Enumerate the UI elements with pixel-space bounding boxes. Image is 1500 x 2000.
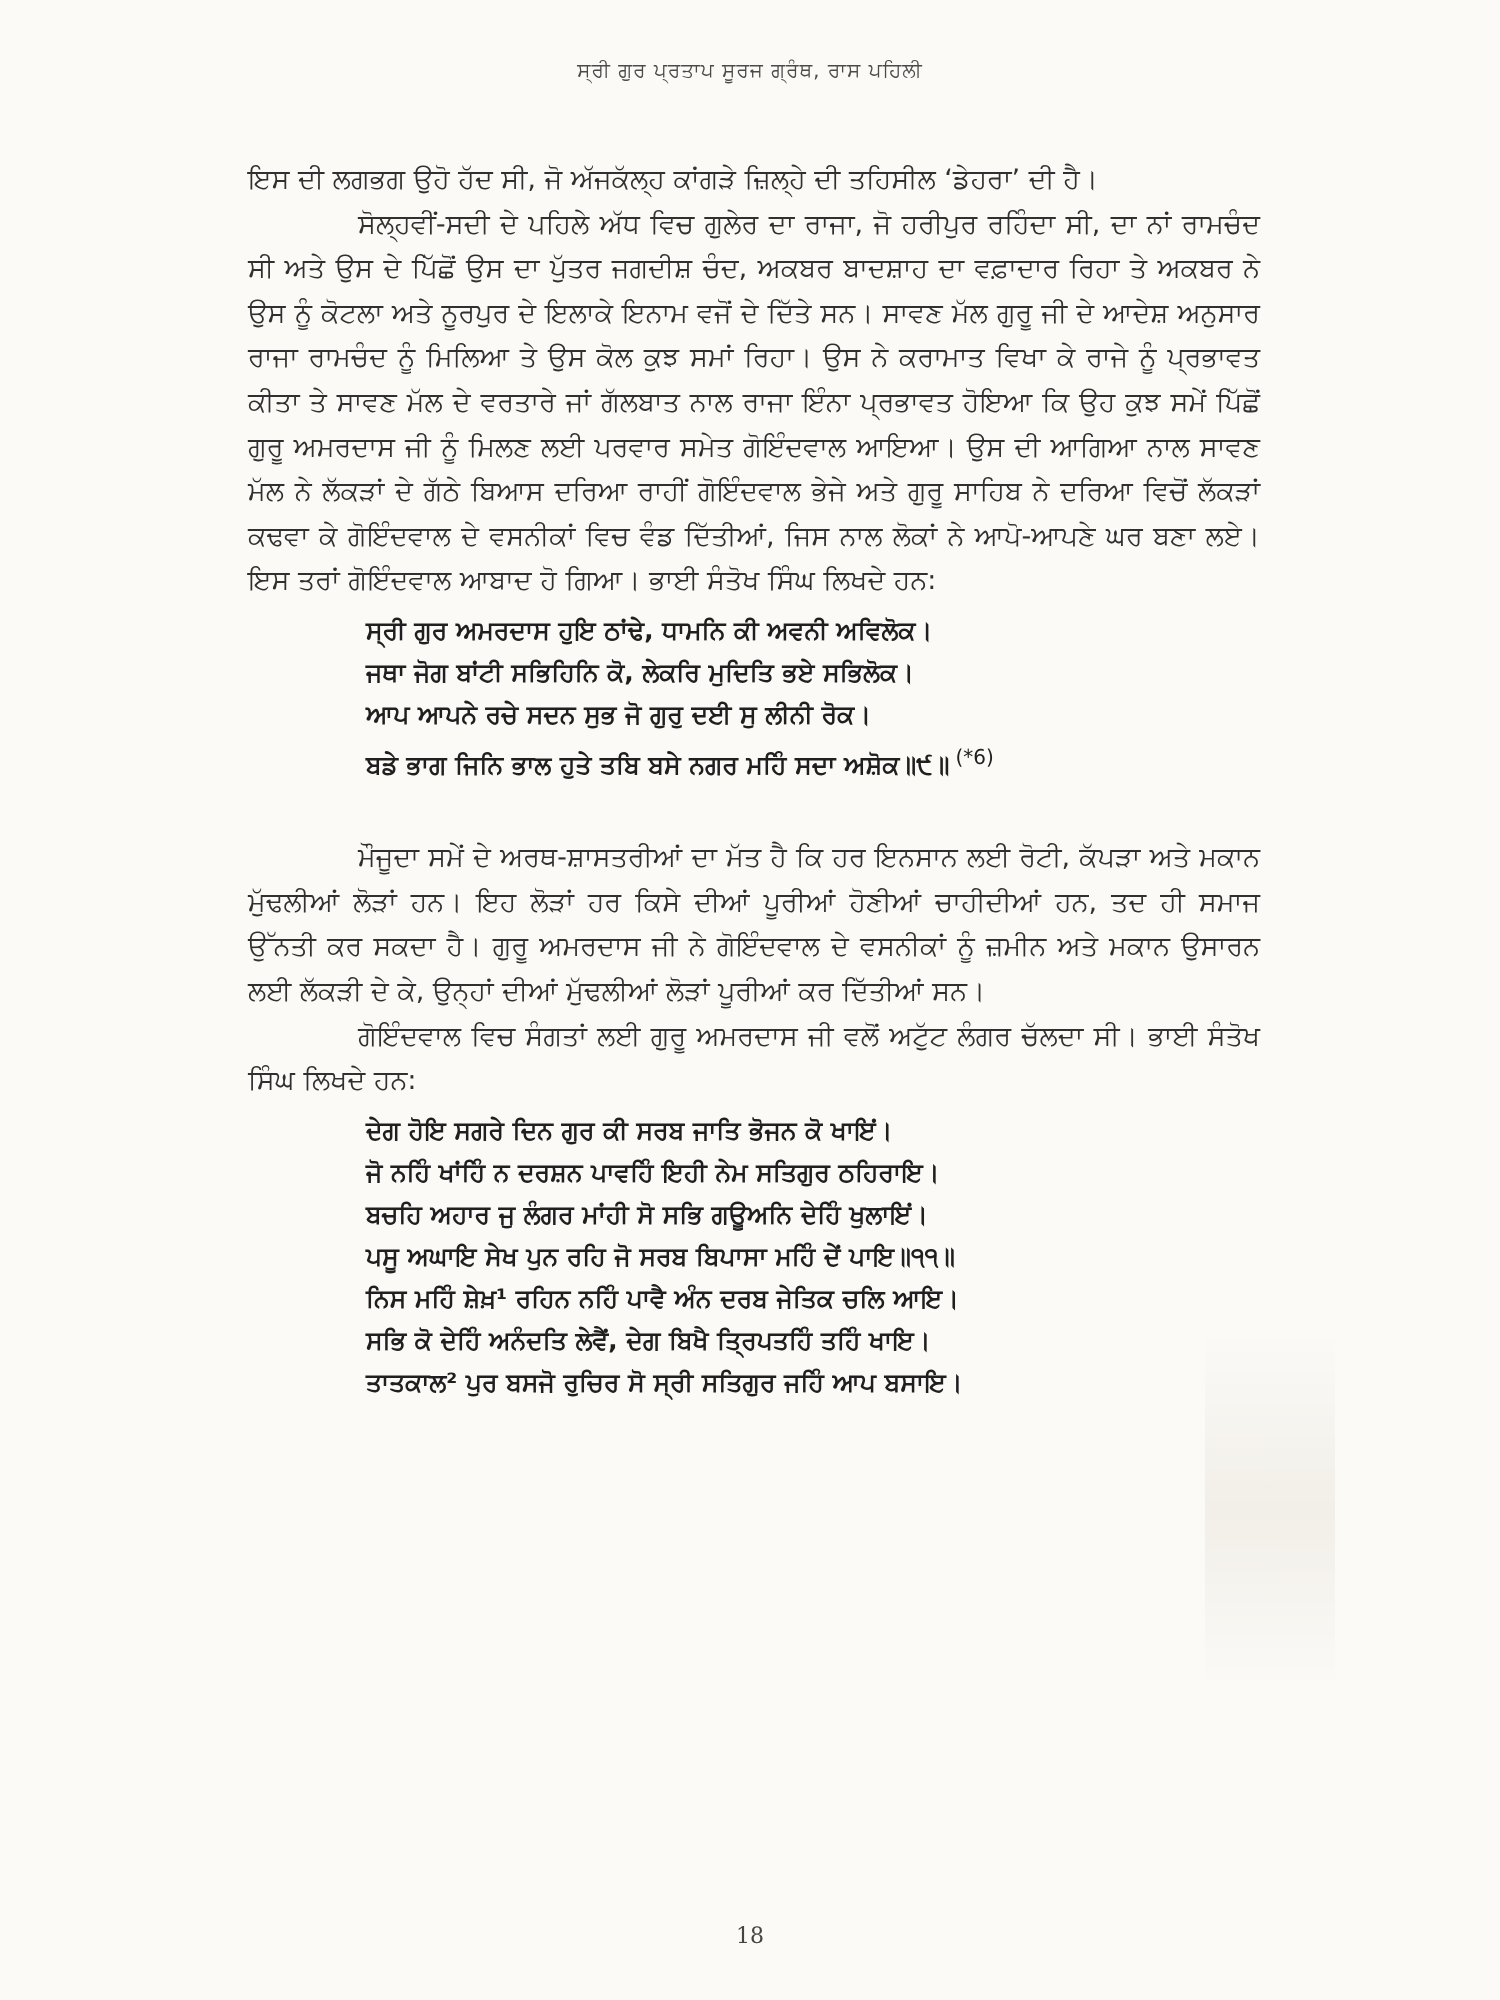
bleed-through-shadow	[1205, 1330, 1335, 1690]
verse-line: ਬਚਹਿ ਅਹਾਰ ਜੁ ਲੰਗਰ ਮਾਂਹੀ ਸੋ ਸਭਿ ਗਊਅਨਿ ਦੇਹਿੰ ਖੁਲਾਇਂ।	[366, 1199, 928, 1229]
verse-block-1	[366, 610, 1260, 786]
paragraph-needs: ਮੌਜੂਦਾ ਸਮੇਂ ਦੇ ਅਰਥ-ਸ਼ਾਸਤਰੀਆਂ ਦਾ ਮੱਤ ਹੈ ਕਿ ਹਰ ਇਨਸਾਨ ਲਈ ਰੋਟੀ, ਕੱਪੜਾ ਅਤੇ ਮਕਾਨ ਮੁੱਢਲੀਆਂ ਲੋੜਾਂ ਹਨ। ਇਹ ਲੋੜਾਂ ਹਰ ਕਿਸੇ ਦੀਆਂ ਪੂਰੀਆਂ ਹੋਣੀਆਂ ਚਾਹੀਦੀਆਂ ਹਨ, ਤਦ ਹੀ ਸਮਾਜ ਉੱਨਤੀ ਕਰ ਸਕਦਾ ਹੈ। ਗੁਰੂ ਅਮਰਦਾਸ ਜੀ ਨੇ ਗੋਇੰਦਵਾਲ ਦੇ ਵਸਨੀਕਾਂ ਨੂੰ ਜ਼ਮੀਨ ਅਤੇ ਮਕਾਨ ਉਸਾਰਨ ਲਈ ਲੱਕੜੀ ਦੇ ਕੇ, ਉਨ੍ਹਾਂ ਦੀਆਂ ਮੁੱਢਲੀਆਂ ਲੋੜਾਂ ਪੂਰੀਆਂ ਕਰ ਦਿੱਤੀਆਂ ਸਨ।	[248, 842, 1260, 1008]
verse-line: ਆਪ ਆਪਨੇ ਰਚੇ ਸਦਨ ਸੁਭ ਜੋ ਗੁਰੁ ਦਈ ਸੁ ਲੀਨੀ ਰੋਕ।	[366, 699, 872, 729]
paragraph-langar: ਗੋਇੰਦਵਾਲ ਵਿਚ ਸੰਗਤਾਂ ਲਈ ਗੁਰੂ ਅਮਰਦਾਸ ਜੀ ਵਲੋਂ ਅਟੁੱਟ ਲੰਗਰ ਚੱਲਦਾ ਸੀ। ਭਾਈ ਸੰਤੋਖ ਸਿੰਘ ਲਿਖਦੇ ਹਨ:	[248, 1020, 1260, 1097]
page-number: 18	[736, 1924, 764, 1949]
paragraph-continuation: ਇਸ ਦੀ ਲਗਭਗ ਉਹੋ ਹੱਦ ਸੀ, ਜੋ ਅੱਜਕੱਲ੍ਹ ਕਾਂਗੜੇ ਜ਼ਿਲ੍ਹੇ ਦੀ ਤਹਿਸੀਲ ‘ਡੇਹਰਾ’ ਦੀ ਹੈ।	[248, 164, 1099, 195]
verse-line: ਨਿਸ ਮਹਿੰ ਸ਼ੇਖ਼¹ ਰਹਿਨ ਨਹਿੰ ਪਾਵੈ ਅੰਨ ਦਰਬ ਜੇਤਿਕ ਚਲਿ ਆਇ।	[366, 1283, 959, 1313]
footnote-reference: (*6)	[955, 744, 994, 769]
verse-line-last	[366, 736, 1260, 786]
verse-line: ਪਸੂ ਅਘਾਇ ਸੇਖ ਪੁਨ ਰਹਿ ਜੋ ਸਰਬ ਬਿਪਾਸਾ ਮਹਿੰ ਦੇਂ ਪਾਇ॥੧੧॥	[366, 1241, 955, 1271]
verse-line: ਤਾਤਕਾਲ² ਪੁਰ ਬਸਜੋ ਰੁਚਿਰ ਸੋ ਸ੍ਰੀ ਸਤਿਗੁਰ ਜਹਿੰ ਆਪ ਬਸਾਇ।	[366, 1367, 963, 1397]
verse-line-text: ਬਡੇ ਭਾਗ ਜਿਨਿ ਭਾਲ ਹੁਤੇ ਤਬਿ ਬਸੇ ਨਗਰ ਮਹਿੰ ਸਦਾ ਅਸ਼ੋਕ॥੯॥	[366, 750, 950, 780]
verse-line: ਸ੍ਰੀ ਗੁਰ ਅਮਰਦਾਸ ਹੁਇ ਠਾਂਢੇ, ਧਾਮਨਿ ਕੀ ਅਵਨੀ ਅਵਿਲੋਕ।	[366, 615, 933, 645]
running-header: ਸ੍ਰੀ ਗੁਰ ਪ੍ਰਤਾਪ ਸੂਰਜ ਗ੍ਰੰਥ, ਰਾਸ ਪਹਿਲੀ	[577, 58, 923, 82]
verse-line: ਜਥਾ ਜੋਗ ਬਾਂਟੀ ਸਭਿਹਿਨਿ ਕੋ, ਲੇਕਰਿ ਮੁਦਿਤਿ ਭਏ ਸਭਿਲੋਕ।	[366, 657, 914, 687]
verse-line: ਸਭਿ ਕੋ ਦੇਹਿੰ ਅਨੰਦਤਿ ਲੇਵੈਂ, ਦੇਗ ਬਿਖੈ ਤ੍ਰਿਪਤਹਿੰ ਤਹਿੰ ਖਾਇ।	[366, 1325, 931, 1355]
verse-line: ਜੋ ਨਹਿੰ ਖਾਂਹਿੰ ਨ ਦਰਸ਼ਨ ਪਾਵਹਿੰ ਇਹੀ ਨੇਮ ਸਤਿਗੁਰ ਠਹਿਰਾਇ।	[366, 1157, 940, 1187]
paragraph-history: ਸੋਲ੍ਹਵੀਂ-ਸਦੀ ਦੇ ਪਹਿਲੇ ਅੱਧ ਵਿਚ ਗੁਲੇਰ ਦਾ ਰਾਜਾ, ਜੋ ਹਰੀਪੁਰ ਰਹਿੰਦਾ ਸੀ, ਦਾ ਨਾਂ ਰਾਮਚੰਦ ਸੀ ਅਤੇ ਉਸ ਦੇ ਪਿੱਛੋਂ ਉਸ ਦਾ ਪੁੱਤਰ ਜਗਦੀਸ਼ ਚੰਦ, ਅਕਬਰ ਬਾਦਸ਼ਾਹ ਦਾ ਵਫ਼ਾਦਾਰ ਰਿਹਾ ਤੇ ਅਕਬਰ ਨੇ ਉਸ ਨੂੰ ਕੋਟਲਾ ਅਤੇ ਨੂਰਪੁਰ ਦੇ ਇਲਾਕੇ ਇਨਾਮ ਵਜੋਂ ਦੇ ਦਿੱਤੇ ਸਨ। ਸਾਵਣ ਮੱਲ ਗੁਰੂ ਜੀ ਦੇ ਆਦੇਸ਼ ਅਨੁਸਾਰ ਰਾਜਾ ਰਾਮਚੰਦ ਨੂੰ ਮਿਲਿਆ ਤੇ ਉਸ ਕੋਲ ਕੁਝ ਸਮਾਂ ਰਿਹਾ। ਉਸ ਨੇ ਕਰਾਮਾਤ ਵਿਖਾ ਕੇ ਰਾਜੇ ਨੂੰ ਪ੍ਰਭਾਵਤ ਕੀਤਾ ਤੇ ਸਾਵਣ ਮੱਲ ਦੇ ਵਰਤਾਰੇ ਜਾਂ ਗੱਲਬਾਤ ਨਾਲ ਰਾਜਾ ਇੰਨਾ ਪ੍ਰਭਾਵਤ ਹੋਇਆ ਕਿ ਉਹ ਕੁਝ ਸਮੇਂ ਪਿੱਛੋਂ ਗੁਰੂ ਅਮਰਦਾਸ ਜੀ ਨੂੰ ਮਿਲਣ ਲਈ ਪਰਵਾਰ ਸਮੇਤ ਗੋਇੰਦਵਾਲ ਆਇਆ। ਉਸ ਦੀ ਆਗਿਆ ਨਾਲ ਸਾਵਣ ਮੱਲ ਨੇ ਲੱਕੜਾਂ ਦੇ ਗੱਠੇ ਬਿਆਸ ਦਰਿਆ ਰਾਹੀਂ ਗੋਇੰਦਵਾਲ ਭੇਜੇ ਅਤੇ ਗੁਰੂ ਸਾਹਿਬ ਨੇ ਦਰਿਆ ਵਿਚੋਂ ਲੱਕੜਾਂ ਕਢਵਾ ਕੇ ਗੋਇੰਦਵਾਲ ਦੇ ਵਸਨੀਕਾਂ ਵਿਚ ਵੰਡ ਦਿੱਤੀਆਂ, ਜਿਸ ਨਾਲ ਲੋਕਾਂ ਨੇ ਆਪੋ-ਆਪਣੇ ਘਰ ਬਣਾ ਲਏ। ਇਸ ਤਰਾਂ ਗੋਇੰਦਵਾਲ ਆਬਾਦ ਹੋ ਗਿਆ। ਭਾਈ ਸੰਤੋਖ ਸਿੰਘ ਲਿਖਦੇ ਹਨ:	[248, 208, 1260, 597]
verse-block-2	[366, 1110, 1260, 1404]
verse-line: ਦੇਗ ਹੋਇ ਸਗਰੇ ਦਿਨ ਗੁਰ ਕੀ ਸਰਬ ਜਾਤਿ ਭੋਜਨ ਕੋ ਖਾਇਂ।	[366, 1115, 893, 1145]
page-content	[248, 158, 1260, 1404]
